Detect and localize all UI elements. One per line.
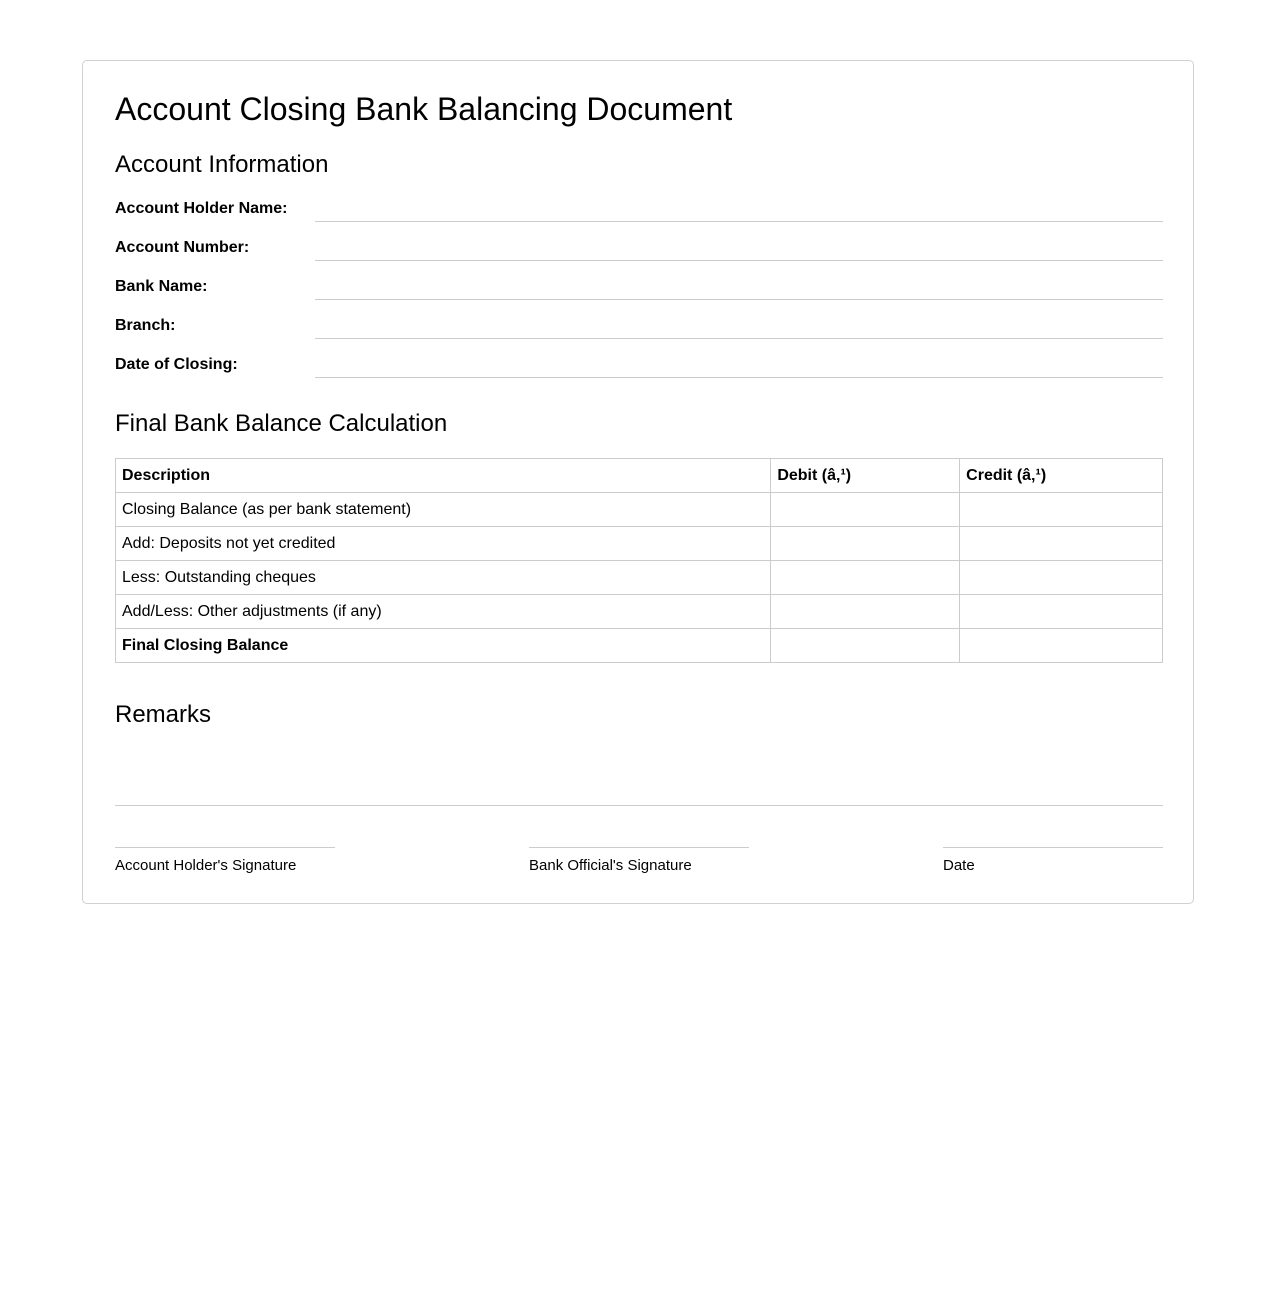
column-header-debit: Debit (â‚¹) — [771, 459, 960, 493]
field-account-holder-name — [115, 200, 1163, 239]
table-header-row — [116, 459, 1163, 493]
account-number-input[interactable] — [315, 260, 1163, 261]
debit-cell[interactable] — [771, 527, 960, 561]
field-date-of-closing — [115, 356, 1163, 395]
remarks-heading: Remarks — [115, 701, 212, 728]
field-branch — [115, 317, 1163, 356]
table-row — [116, 493, 1163, 527]
field-label: Account Number: — [115, 239, 250, 256]
account-info-heading: Account Information — [115, 151, 329, 178]
signature-line[interactable] — [115, 847, 335, 848]
signature-line[interactable] — [943, 847, 1163, 848]
row-description: Less: Outstanding cheques — [116, 561, 771, 595]
table-row-total — [116, 629, 1163, 663]
debit-cell[interactable] — [771, 629, 960, 663]
signature-label: Date — [943, 857, 975, 874]
signature-date — [943, 847, 1163, 874]
table-row — [116, 527, 1163, 561]
branch-input[interactable] — [315, 338, 1163, 339]
account-holder-name-input[interactable] — [315, 221, 1163, 222]
credit-cell[interactable] — [960, 493, 1163, 527]
credit-cell[interactable] — [960, 527, 1163, 561]
signature-line[interactable] — [529, 847, 749, 848]
field-label: Account Holder Name: — [115, 200, 288, 217]
column-header-credit: Credit (â‚¹) — [960, 459, 1163, 493]
row-description: Final Closing Balance — [116, 629, 771, 663]
row-description: Add/Less: Other adjustments (if any) — [116, 595, 771, 629]
debit-cell[interactable] — [771, 561, 960, 595]
document-card — [82, 60, 1194, 904]
debit-cell[interactable] — [771, 595, 960, 629]
table-row — [116, 595, 1163, 629]
field-bank-name — [115, 278, 1163, 317]
signature-bank-official — [529, 847, 749, 874]
credit-cell[interactable] — [960, 595, 1163, 629]
field-label: Bank Name: — [115, 278, 208, 295]
field-label: Date of Closing: — [115, 356, 238, 373]
remarks-input[interactable] — [115, 805, 1163, 806]
calculation-heading: Final Bank Balance Calculation — [115, 410, 448, 437]
bank-name-input[interactable] — [315, 299, 1163, 300]
debit-cell[interactable] — [771, 493, 960, 527]
document-title: Account Closing Bank Balancing Document — [115, 91, 733, 127]
table-row — [116, 561, 1163, 595]
balance-calculation-table — [115, 458, 1163, 663]
credit-cell[interactable] — [960, 561, 1163, 595]
field-label: Branch: — [115, 317, 176, 334]
credit-cell[interactable] — [960, 629, 1163, 663]
signature-account-holder — [115, 847, 335, 874]
row-description: Closing Balance (as per bank statement) — [116, 493, 771, 527]
row-description: Add: Deposits not yet credited — [116, 527, 771, 561]
signature-label: Account Holder's Signature — [115, 857, 297, 874]
date-of-closing-input[interactable] — [315, 377, 1163, 378]
column-header-description: Description — [116, 459, 771, 493]
field-account-number — [115, 239, 1163, 278]
signature-label: Bank Official's Signature — [529, 857, 692, 874]
